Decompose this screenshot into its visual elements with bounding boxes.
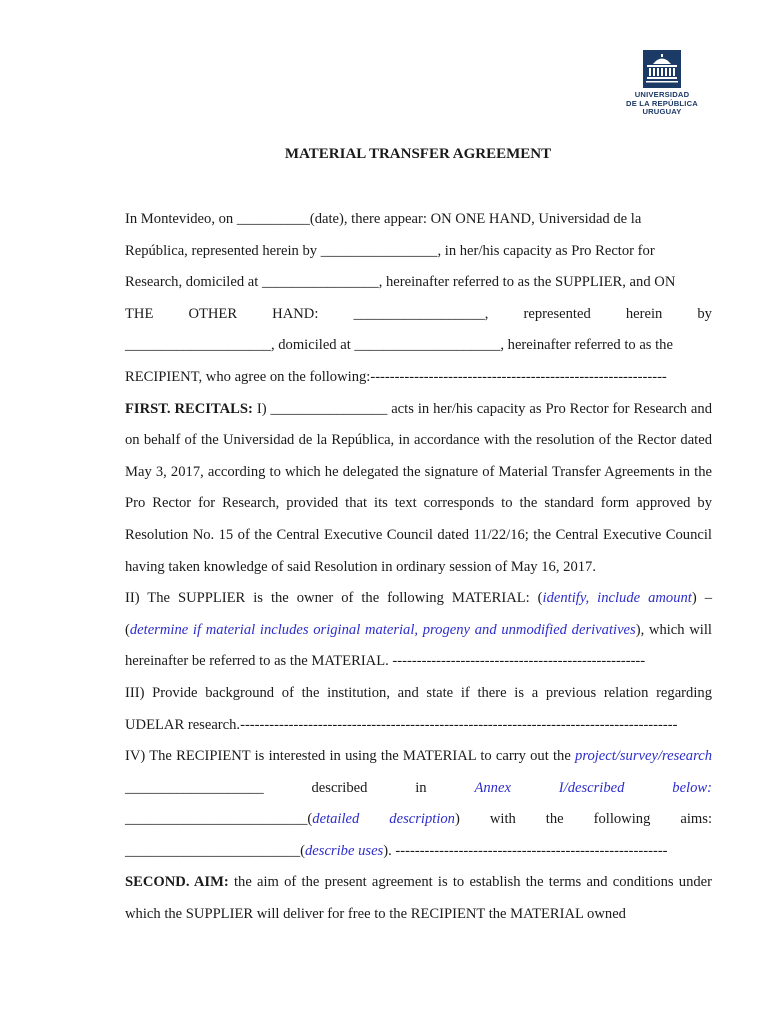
recital-iii: III) Provide background of the institution, and state if there is a previous relation regarding UDELAR research.------------------------------------------------------------------------------------------: [125, 684, 712, 733]
university-building-icon: [643, 50, 681, 88]
intro-line-1: In Montevideo, on __________(date), there appear: ON ONE HAND, Universidad de la: [125, 211, 642, 227]
second-aim-paragraph: [125, 867, 712, 930]
placeholder-project: project/survey/research: [575, 748, 712, 765]
logo-line-1: UNIVERSIDAD: [634, 90, 690, 99]
intro-word: OTHER: [188, 305, 238, 322]
document-title: MATERIAL TRANSFER AGREEMENT: [284, 146, 552, 162]
intro-word: __________________,: [353, 305, 489, 322]
recital-iv-text: ) with the following aims: ________________________(: [125, 811, 712, 859]
intro-word: represented: [523, 305, 591, 322]
recital-iv: [125, 741, 712, 867]
second-text: the aim of the present agreement is to establish the terms and conditions under which the SUPPLIER will deliver for free to the RECIPIENT the MATERIAL owned: [125, 874, 712, 923]
second-heading: SECOND. AIM:: [125, 874, 229, 891]
recital-ii-text: ), which will hereinafter be referred to as the MATERIAL. ----------------------------------------------------: [125, 621, 712, 670]
intro-word: HAND:: [272, 305, 319, 322]
placeholder-determine: determine if material includes original material, progeny and unmodified derivatives: [129, 621, 636, 638]
placeholder-annex: Annex I/described below:: [474, 779, 712, 796]
university-logo: [620, 50, 704, 117]
placeholder-uses: describe uses: [305, 842, 384, 859]
recital-iv-text: _________________________(: [125, 811, 313, 828]
recital-iv-text: ___________________ described in: [125, 779, 475, 796]
recital-ii-text: ) – (: [125, 590, 712, 638]
recital-iv-text: ). --------------------------------------------------------: [383, 842, 668, 859]
first-text: I) ________________ acts in her/his capacity as Pro Rector for Research and on behalf of the Universidad de la República, in accordance with the resolution of the Rector dated May 3, 2017, according to which he delegated the signature of Material Transfer Agreements in the Pro Rector for Research, provided that its text corresponds to the standard form approved by Resolution No. 15 of the Central Executive Council dated 11/22/16; the Central Executive Council having taken knowledge of said Resolution in ordinary session of May 16, 2017.: [125, 400, 712, 575]
intro-line-6: RECIPIENT, who agree on the following:-------------------------------------------------------------: [125, 368, 667, 385]
recital-ii: [125, 583, 712, 678]
placeholder-description: detailed description: [312, 811, 455, 828]
intro-word: THE: [125, 305, 154, 322]
recital-ii-text: II) The SUPPLIER is the owner of the following MATERIAL: (: [125, 590, 543, 607]
intro-line-4: [125, 299, 712, 331]
logo-line-2: DE LA REPÚBLICA: [626, 98, 698, 108]
intro-word: herein: [625, 305, 663, 322]
recital-iv-text: IV) The RECIPIENT is interested in using the MATERIAL to carry out the: [125, 748, 576, 765]
document-body: [125, 204, 712, 931]
intro-line-2: República, represented herein by ________________, in her/his capacity as Pro Rector for: [125, 242, 655, 259]
placeholder-identify: identify, include amount: [542, 590, 692, 607]
intro-word: by: [697, 305, 712, 322]
logo-line-3: URUGUAY: [642, 107, 682, 117]
first-heading: FIRST. RECITALS:: [125, 400, 253, 417]
intro-line-3: Research, domiciled at ________________, hereinafter referred to as the SUPPLIER, and ON: [125, 274, 676, 291]
intro-line-5: ____________________, domiciled at ____________________, hereinafter referred to as the: [125, 337, 673, 354]
first-recitals-paragraph: [125, 394, 712, 584]
